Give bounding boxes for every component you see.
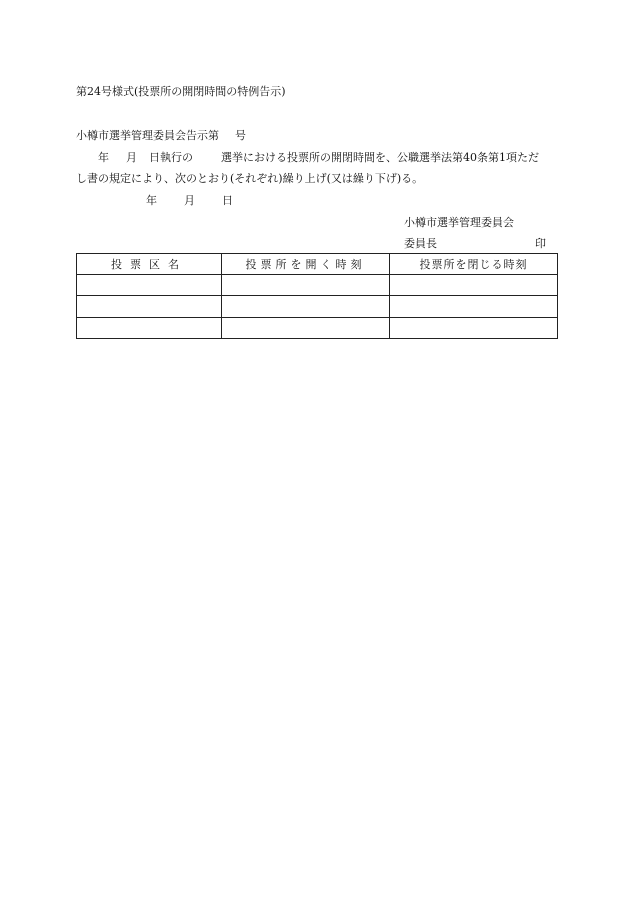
notice-number-suffix: 号	[235, 129, 246, 142]
table-cell	[390, 275, 558, 296]
notice-number-prefix: 小樽市選挙管理委員会告示第	[76, 129, 219, 142]
notice-body-line-1	[76, 151, 539, 165]
body-day-exec: 日執行の	[149, 151, 193, 164]
date-month: 月	[184, 194, 195, 207]
seal-mark: 印	[535, 237, 546, 250]
body-month: 月	[126, 151, 137, 164]
table-cell	[390, 317, 558, 338]
chairman-label: 委員長	[404, 237, 437, 250]
header-open-time: 投票所を開く時刻	[222, 254, 390, 275]
header-close-time: 投票所を閉じる時刻	[390, 254, 558, 275]
form-title: 第24号様式(投票所の開閉時間の特例告示)	[76, 85, 286, 98]
table-row	[77, 317, 558, 338]
table-header-row	[77, 254, 558, 275]
table-row	[77, 296, 558, 317]
header-district-name: 投票区名	[77, 254, 222, 275]
table-cell	[77, 275, 222, 296]
table-cell	[77, 296, 222, 317]
table-cell	[222, 296, 390, 317]
date-day: 日	[222, 194, 233, 207]
notice-body-line-2: し書の規定により、次のとおり(それぞれ)繰り上げ(又は繰り下げ)る。	[76, 172, 424, 185]
table-cell	[222, 317, 390, 338]
notice-date-line	[76, 194, 233, 208]
notice-number	[76, 129, 246, 143]
committee-name: 小樽市選挙管理委員会	[404, 216, 514, 229]
date-year: 年	[146, 194, 157, 207]
body-year: 年	[98, 151, 109, 164]
table-cell	[390, 296, 558, 317]
table-cell	[77, 317, 222, 338]
body-text-1: 選挙における投票所の開閉時間を、公職選挙法第40条第1項ただ	[221, 151, 539, 164]
table-row	[77, 275, 558, 296]
table-cell	[222, 275, 390, 296]
polling-hours-table	[76, 253, 558, 339]
